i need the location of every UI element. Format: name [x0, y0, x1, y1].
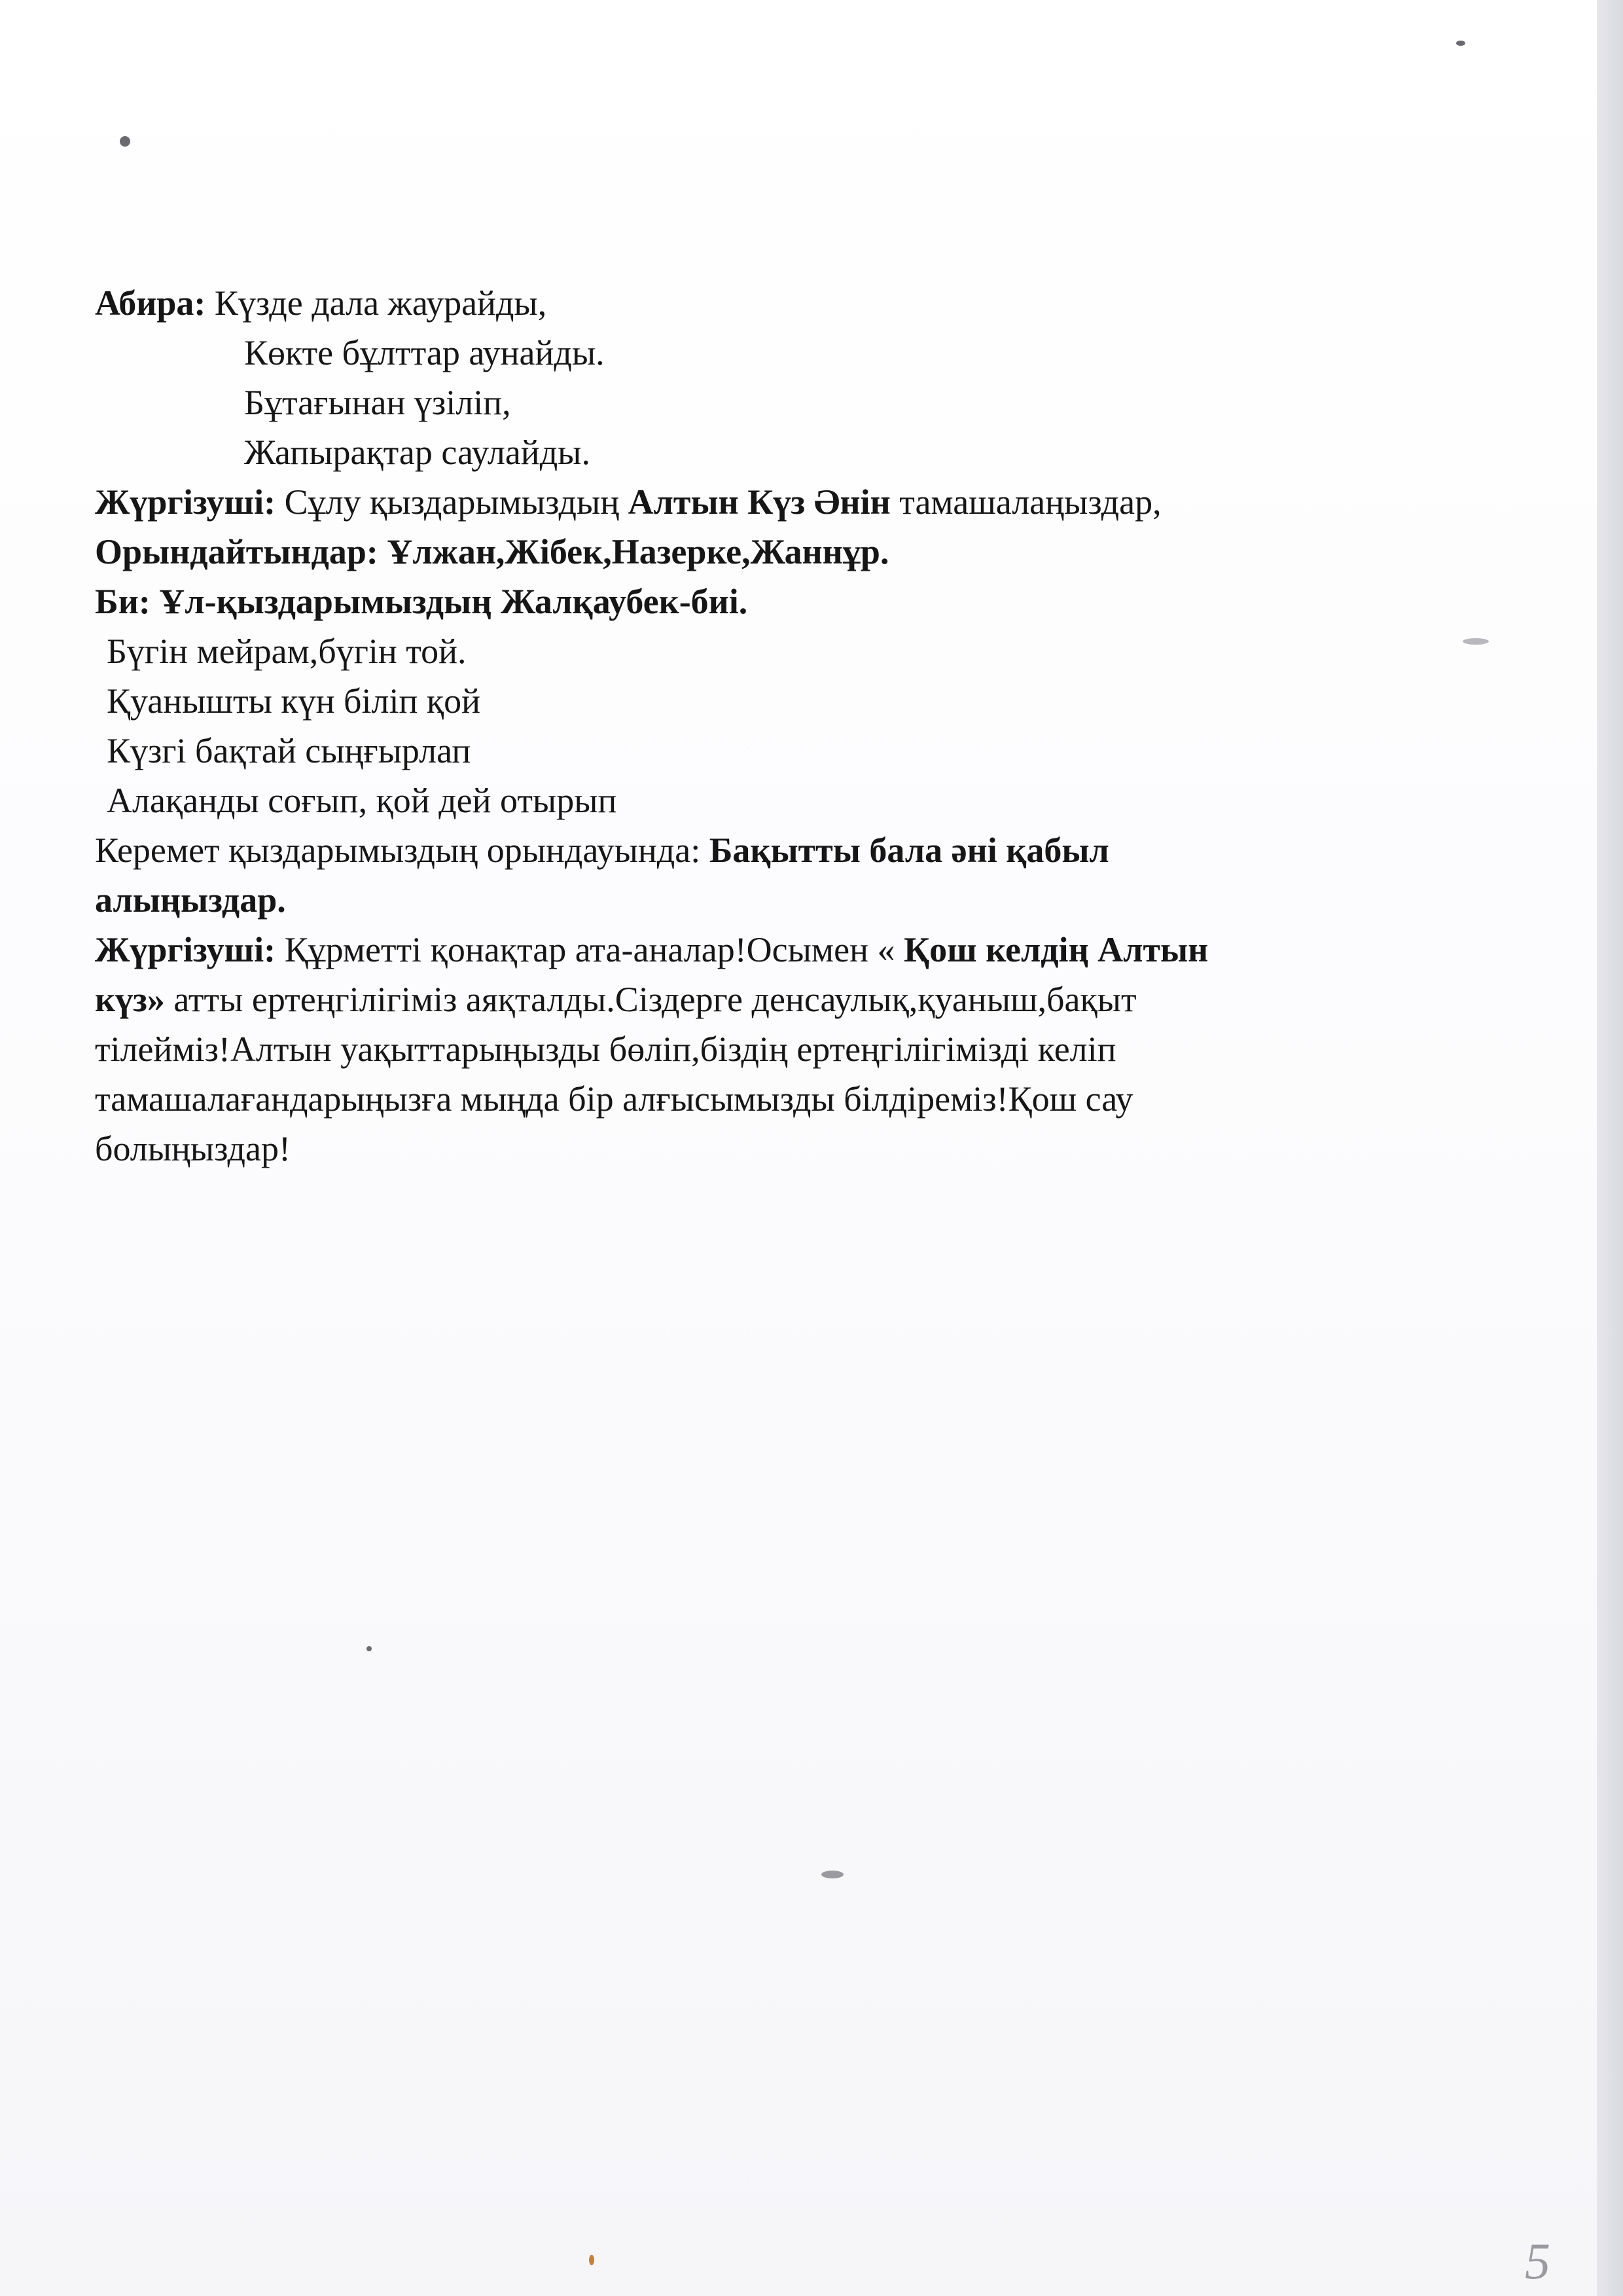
scan-speck — [366, 1646, 372, 1651]
line-poem-1: Бүгін мейрам,бүгін той. — [107, 632, 467, 671]
line-song-intro-cont: алыңыздар. — [95, 880, 286, 920]
speaker-label: Абира: — [95, 283, 206, 323]
line-verse-4: Жапырақтар саулайды. — [244, 433, 590, 472]
line-verse-3: Бұтағынан үзіліп, — [244, 383, 511, 422]
line-closing-3: тілейміз!Алтын уақыттарыңызды бөліп,біздің ертеңгілігімізді келіп — [95, 1030, 1116, 1069]
line-closing-4: тамашалағандарыңызға мыңда бір алғысымызды білдіреміз!Қош сау — [95, 1079, 1133, 1119]
line-poem-3: Күзгі бақтай сыңғырлап — [107, 731, 471, 770]
scan-speck — [1456, 41, 1465, 46]
scan-edge — [1597, 0, 1623, 2296]
speaker-label: Жүргізуші: — [95, 930, 276, 969]
line-host-song: Жүргізуші: Сұлу қыздарымыздың Алтын Күз Әнін тамашалаңыздар, — [95, 482, 1162, 522]
scan-speck — [120, 136, 130, 147]
scan-speck — [821, 1871, 844, 1878]
line-closing-5: болыңыздар! — [95, 1129, 291, 1168]
line-closing-2: күз» атты ертеңгілігіміз аяқталды.Сіздерге денсаулық,қуаныш,бақыт — [95, 980, 1137, 1019]
line-performers: Орындайтындар: Ұлжан,Жібек,Назерке,Жаннұр. — [95, 532, 889, 571]
speaker-label: Жүргізуші: — [95, 482, 276, 522]
line-dance: Би: Ұл-қыздарымыздың Жалқаубек-биі. — [95, 582, 748, 621]
line-poem-2: Қуанышты күн біліп қой — [107, 681, 481, 721]
line-abira-verse-1: Абира: Күзде дала жаурайды, — [95, 283, 547, 323]
line-poem-4: Алақанды соғып, қой дей отырып — [107, 781, 617, 820]
line-host-closing: Жүргізуші: Құрметті қонақтар ата-аналар!Осымен « Қош келдің Алтын — [95, 930, 1209, 969]
line-song-intro: Керемет қыздарымыздың орындауында: Бақытты бала әні қабыл — [95, 831, 1109, 870]
scan-speck — [589, 2255, 594, 2265]
line-verse-2: Көкте бұлттар аунайды. — [244, 333, 605, 372]
document-text — [95, 278, 1522, 1174]
page-number: 5 — [1525, 2233, 1550, 2289]
